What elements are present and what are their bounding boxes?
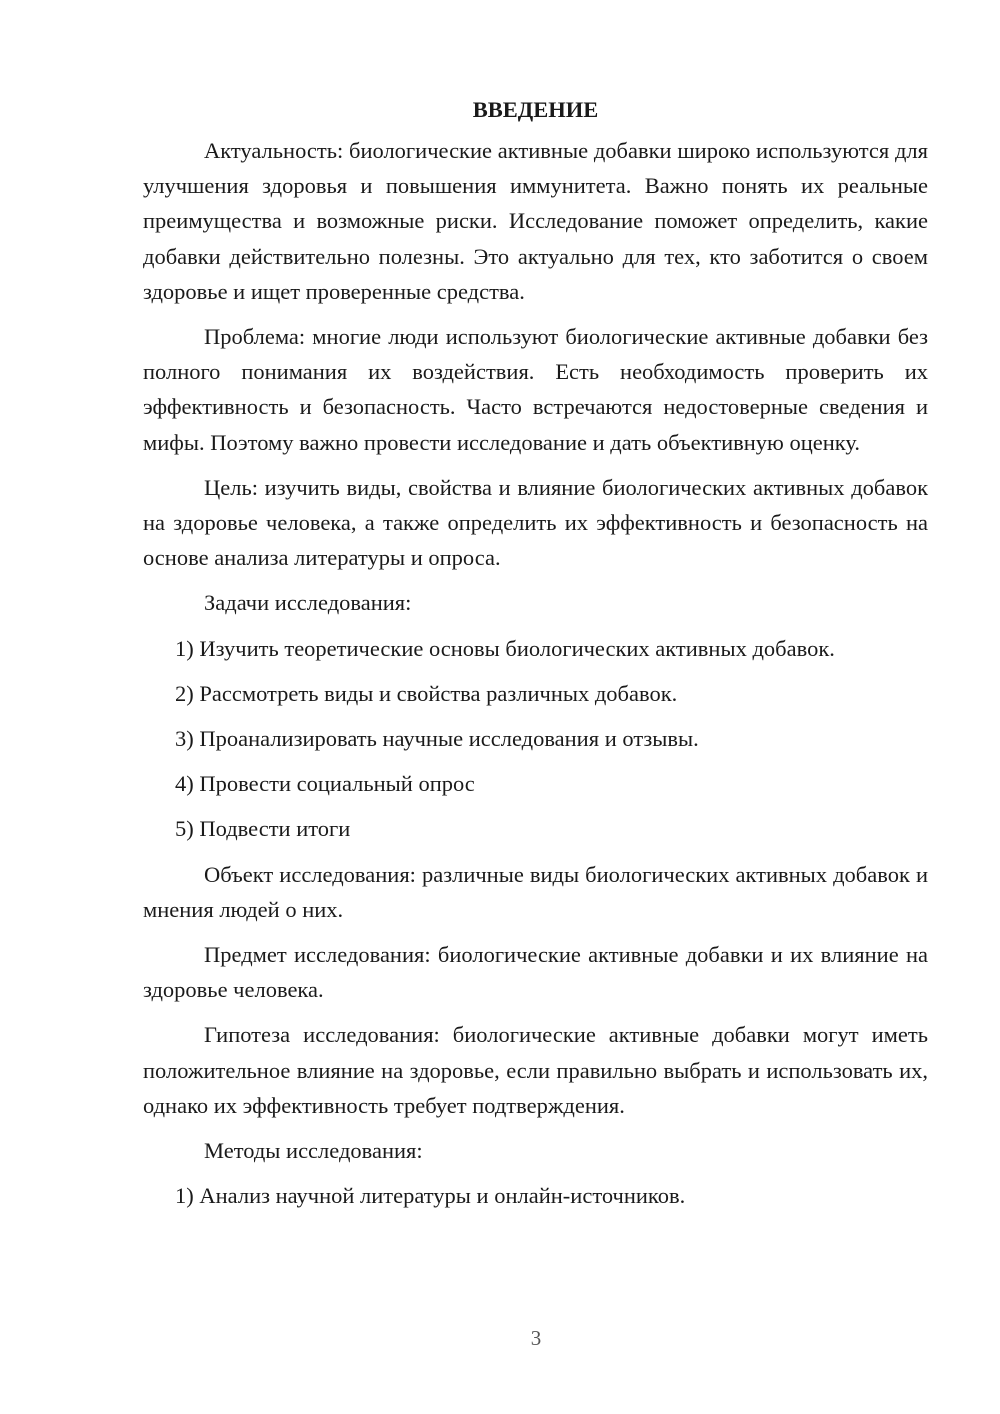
hypothesis-paragraph: Гипотеза исследования: биологические активные добавки могут иметь положительное влияние на здоровье, если правильно выбрать и использовать их, однако их эффективность требует подтверждения. <box>143 1022 928 1118</box>
goal-paragraph: Цель: изучить виды, свойства и влияние биологических активных добавок на здоровье человека, а также определить их эффективность и безопасность на основе анализа литературы и опроса. <box>143 474 928 571</box>
method-item: 1) Анализ научной литературы и онлайн-источников. <box>175 1183 686 1209</box>
subject-paragraph: Предмет исследования: биологические активные добавки и их влияние на здоровье человека. <box>143 942 928 1003</box>
task-item: 4) Провести социальный опрос <box>175 771 475 797</box>
object-paragraph: Объект исследования: различные виды биологических активных добавок и мнения людей о них. <box>143 861 928 922</box>
document-page <box>143 92 928 1223</box>
task-item: 5) Подвести итоги <box>175 816 351 842</box>
tasks-heading: Задачи исследования: <box>204 590 412 616</box>
page-number: 3 <box>530 1326 542 1350</box>
methods-heading: Методы исследования: <box>204 1138 423 1164</box>
task-item: 3) Проанализировать научные исследования и отзывы. <box>175 726 699 752</box>
problem-paragraph: Проблема: многие люди используют биологические активные добавки без полного понимания их воздействия. Есть необходимость проверить их эффективность и безопасность. Часто встречаются недостоверные сведения и мифы. Поэтому важно провести исследование и дать объективную оценку. <box>143 324 928 455</box>
task-item: 2) Рассмотреть виды и свойства различных добавок. <box>175 680 678 706</box>
section-title: ВВЕДЕНИЕ <box>472 97 599 122</box>
relevance-paragraph: Актуальность: биологические активные добавки широко используются для улучшения здоровья и повышения иммунитета. Важно понять их реальные преимущества и возможные риски. Исследование поможет определить, какие добавки действительно полезны. Это актуально для тех, кто заботится о своем здоровье и ищет проверенные средства. <box>143 138 928 304</box>
task-item: 1) Изучить теоретические основы биологических активных добавок. <box>175 635 835 661</box>
